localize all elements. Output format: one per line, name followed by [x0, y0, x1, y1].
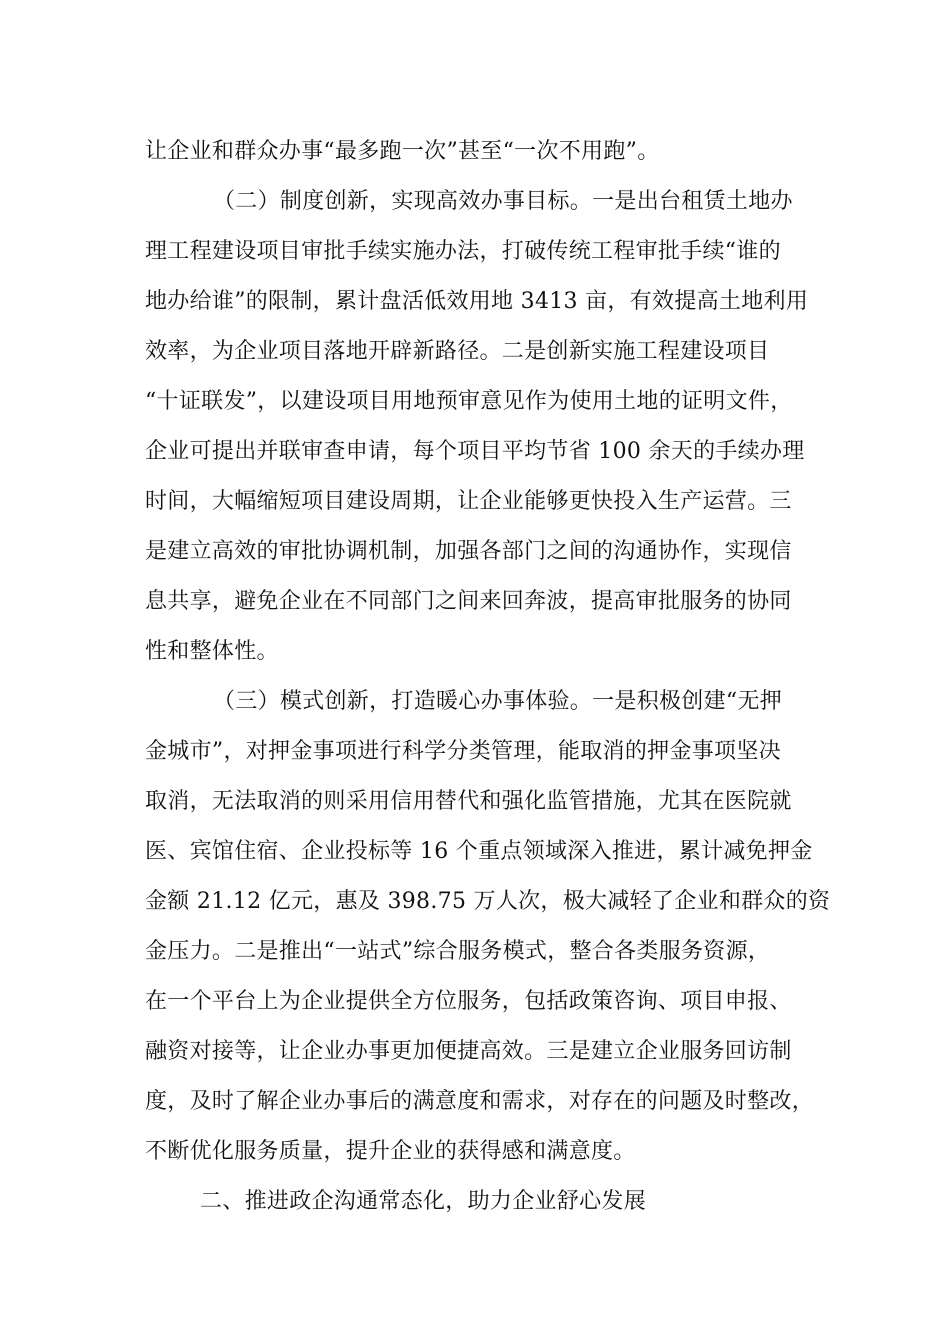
text-line: 地办给谁”的限制，累计盘活低效用地 3413 亩，有效提高土地利用	[145, 289, 809, 314]
text-line: 时间，大幅缩短项目建设周期，让企业能够更快投入生产运营。三	[145, 489, 792, 514]
text-line: 性和整体性。	[145, 639, 279, 664]
section-3-first-line: （三）模式创新，打造暖心办事体验。一是积极创建“无押	[213, 689, 783, 714]
text-line: 医、宾馆住宿、企业投标等 16 个重点领域深入推进，累计减免押金	[145, 839, 813, 864]
text-line: 息共享，避免企业在不同部门之间来回奔波，提高审批服务的协同	[145, 589, 792, 614]
text-line: “十证联发”，以建设项目用地预审意见作为使用土地的证明文件，	[145, 389, 793, 414]
text-line: 让企业和群众办事“最多跑一次”甚至“一次不用跑”。	[145, 139, 660, 164]
text-line: 金城市”，对押金事项进行科学分类管理，能取消的押金事项坚决	[145, 739, 781, 764]
text-line: 理工程建设项目审批手续实施办法，打破传统工程审批手续“谁的	[145, 239, 781, 264]
text-line: 取消，无法取消的则采用信用替代和强化监管措施，尤其在医院就	[145, 789, 792, 814]
section-heading: 二、推进政企沟通常态化，助力企业舒心发展	[200, 1189, 647, 1214]
text-line: 融资对接等，让企业办事更加便捷高效。三是建立企业服务回访制	[145, 1039, 792, 1064]
text-line: 效率，为企业项目落地开辟新路径。二是创新实施工程建设项目	[145, 339, 770, 364]
text-line: 在一个平台上为企业提供全方位服务，包括政策咨询、项目申报、	[145, 989, 792, 1014]
text-line: 不断优化服务质量，提升企业的获得感和满意度。	[145, 1139, 636, 1164]
text-line: 金额 21.12 亿元，惠及 398.75 万人次，极大减轻了企业和群众的资	[145, 889, 831, 914]
section-2-first-line: （二）制度创新，实现高效办事目标。一是出台租赁土地办	[213, 189, 793, 214]
text-line: 企业可提出并联审查申请，每个项目平均节省 100 余天的手续办理	[145, 439, 805, 464]
text-line: 度，及时了解企业办事后的满意度和需求，对存在的问题及时整改，	[145, 1089, 815, 1114]
text-line: 金压力。二是推出“一站式”综合服务模式，整合各类服务资源，	[145, 939, 771, 964]
text-line: 是建立高效的审批协调机制，加强各部门之间的沟通协作，实现信	[145, 539, 792, 564]
